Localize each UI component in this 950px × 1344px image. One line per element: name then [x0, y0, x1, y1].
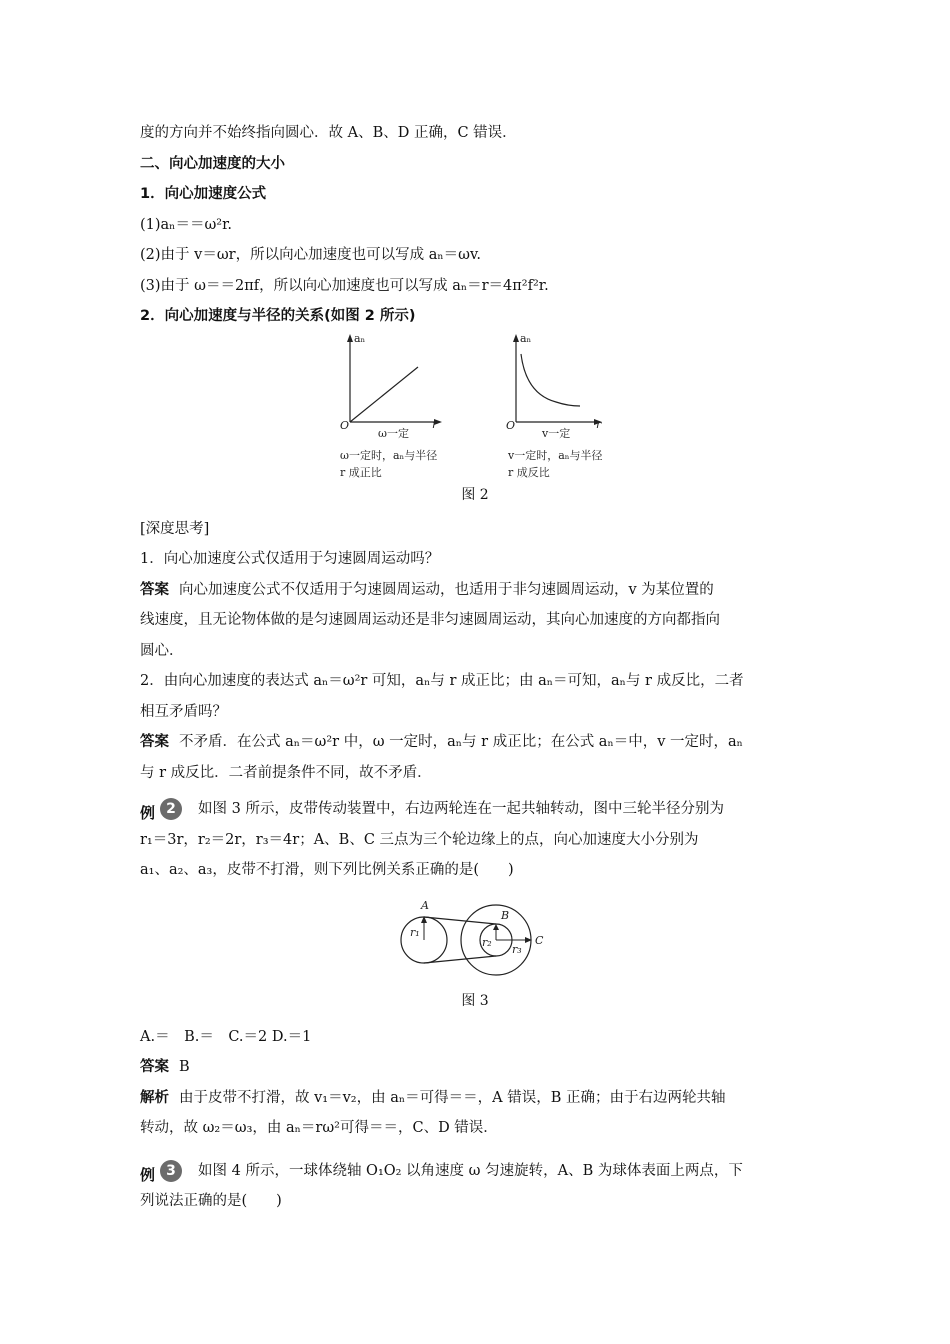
right-origin-label: O	[506, 418, 516, 432]
example-3-line-2: 列说法正确的是( )	[140, 1193, 282, 1209]
formula-line: (2)由于 v＝ωr，所以向心加速度也可以写成 aₙ＝ωv.	[140, 247, 482, 263]
belt-top	[424, 917, 496, 924]
example-2-analysis	[140, 1083, 810, 1114]
example-label: 例	[140, 804, 156, 822]
answer-1-cont: 圆心．	[140, 642, 184, 659]
right-condition: v一定	[542, 426, 571, 440]
figure-2-graphs	[140, 332, 810, 472]
formula-line: (1)aₙ＝＝ω²r.	[140, 216, 233, 233]
text-line: 度的方向并不始终指向圆心．故 A、B、D 正确，C 错误．	[140, 125, 517, 141]
radius-r1-label: r₁	[410, 925, 420, 939]
belt-drive-diagram	[140, 886, 810, 986]
left-x-label: r	[432, 417, 438, 431]
example-text: 如图 4 所示，一球体绕轴 O₁O₂ 以角速度 ω 匀速旋转，A、B 为球体表面上两点，下	[198, 1162, 743, 1179]
example-label: 例	[140, 1165, 156, 1184]
answer-2-cont: 与 r 成反比．二者前提条件不同，故不矛盾．	[140, 764, 432, 781]
figure-3	[140, 886, 810, 986]
inverse-curve	[521, 354, 580, 406]
right-y-label: aₙ	[520, 331, 532, 345]
example-2-options: A.＝ B.＝ C.＝2 D.＝1	[140, 1028, 312, 1045]
answer-label: 答案	[140, 581, 169, 598]
radius-r2-label: r₂	[482, 935, 492, 949]
example-2-analysis-cont: 转动，故 ω₂＝ω₃，由 aₙ＝rω²可得＝＝，C、D 错误．	[140, 1120, 498, 1136]
figure-3-caption: 图 3	[461, 992, 489, 1009]
example-2-line-2: r₁＝3r，r₂＝2r，r₃＝4r；A、B、C 三点为三个轮边缘上的点，向心加速度大小分别为	[140, 831, 699, 848]
left-note-2: r 成正比	[340, 465, 382, 479]
answer-label: 答案	[140, 734, 169, 750]
subsection-heading: 1．向心加速度公式	[140, 186, 267, 202]
figure-2-caption: 图 2	[461, 486, 489, 503]
page-content	[140, 118, 810, 1217]
analysis-label: 解析	[140, 1089, 169, 1106]
question-1: 1．向心加速度公式仅适用于匀速圆周运动吗？	[140, 551, 440, 567]
graph-proportional	[347, 334, 442, 425]
linear-curve	[350, 367, 418, 422]
example-number: 2	[160, 798, 182, 820]
point-c-label: C	[535, 933, 544, 947]
left-note-1: ω一定时，aₙ与半径	[340, 448, 438, 462]
answer-text: 不矛盾．在公式 aₙ＝ω²r 中，ω 一定时，aₙ与 r 成正比；在公式 aₙ＝中，v 一定时，aₙ	[179, 734, 743, 750]
right-note-2: r 成反比	[508, 465, 550, 479]
example-2-line-3: a₁、a₂、a₃，皮带不打滑，则下列比例关系正确的是( )	[140, 862, 514, 878]
subsection-heading: 2．向心加速度与半径的关系(如图 2 所示)	[140, 308, 416, 324]
radius-r3-label: r₃	[512, 942, 522, 956]
example-text: 如图 3 所示，皮带传动装置中，右边两轮连在一起共轴转动，图中三轮半径分别为	[198, 801, 724, 817]
analysis-text: 由于皮带不打滑，故 v₁＝v₂，由 aₙ＝可得＝＝，A 错误，B 正确；由于右边两轮共轴	[179, 1089, 726, 1106]
point-a-label: A	[421, 898, 429, 912]
point-b-label: B	[501, 908, 510, 922]
figure-2	[140, 331, 810, 479]
answer-label: 答案	[140, 1059, 169, 1075]
example-2-line-1	[140, 794, 810, 825]
formula-line: (3)由于 ω＝＝2πf，所以向心加速度也可以写成 aₙ＝r＝4π²f²r.	[140, 277, 549, 294]
answer-2	[140, 727, 810, 758]
left-condition: ω一定	[378, 426, 409, 440]
example-2-answer	[140, 1052, 810, 1083]
answer-value: B	[179, 1059, 190, 1075]
example-badge	[140, 1160, 192, 1182]
question-2-cont: 相互矛盾吗？	[140, 703, 227, 720]
right-x-label: r	[596, 417, 602, 431]
example-badge	[140, 798, 192, 820]
think-heading: [深度思考]	[140, 520, 210, 537]
graph-inverse	[513, 334, 602, 425]
answer-1-cont: 线速度，且无论物体做的是匀速圆周运动还是非匀速圆周运动，其向心加速度的方向都指向	[140, 612, 720, 628]
section-heading: 二、向心加速度的大小	[140, 155, 285, 172]
left-origin-label: O	[340, 418, 350, 432]
answer-text: 向心加速度公式不仅适用于匀速圆周运动，也适用于非匀速圆周运动，v 为某位置的	[179, 581, 714, 598]
answer-1	[140, 575, 810, 606]
right-note-1: v一定时，aₙ与半径	[508, 448, 603, 462]
left-y-label: aₙ	[354, 331, 366, 345]
example-3-line-1	[140, 1156, 810, 1187]
example-number: 3	[160, 1160, 182, 1182]
question-2: 2．由向心加速度的表达式 aₙ＝ω²r 可知，aₙ与 r 成正比；由 aₙ＝可知，aₙ与 r 成反比，二者	[140, 673, 744, 689]
belt-bottom	[424, 956, 496, 963]
